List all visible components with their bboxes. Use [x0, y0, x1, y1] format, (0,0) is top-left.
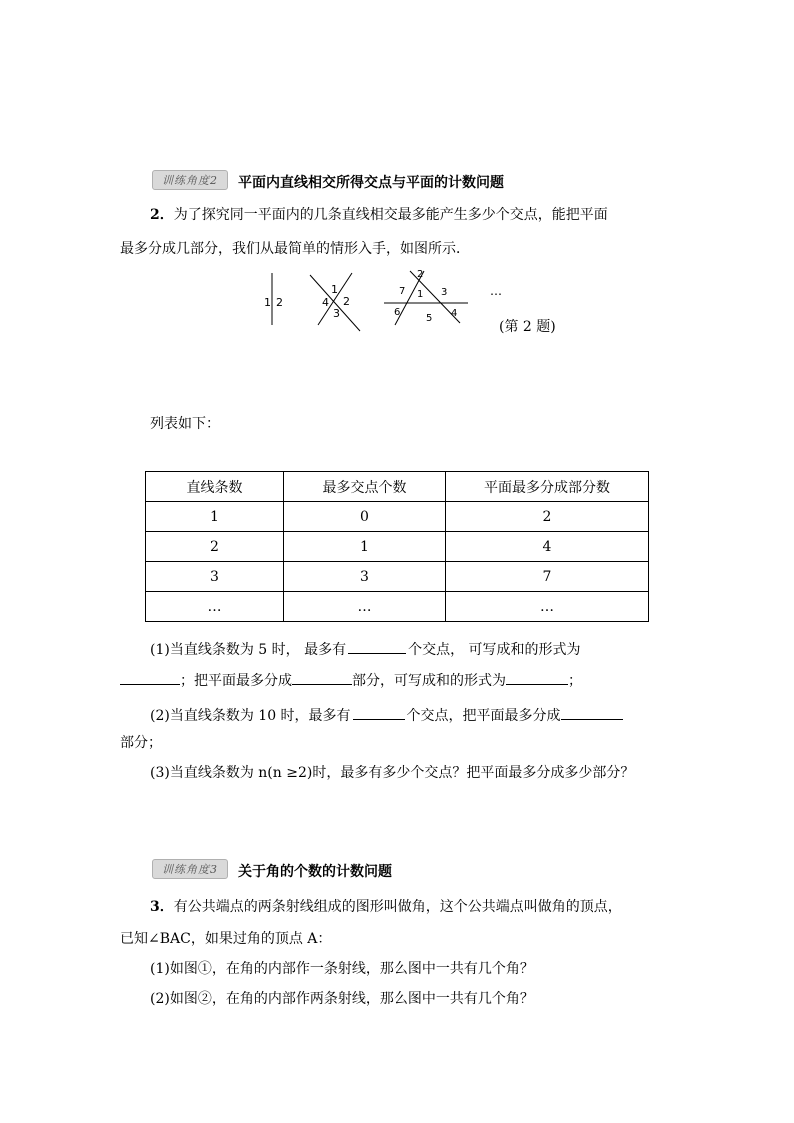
fig2-label: 3	[333, 307, 340, 320]
subquestion-text: ；把平面最多分成	[180, 673, 292, 689]
table-cell: 2	[446, 502, 649, 532]
fig2-label: 4	[322, 296, 329, 309]
answer-blank[interactable]	[561, 705, 623, 720]
fig2-label: 1	[331, 283, 338, 296]
subquestion-text: 部分，可写成和的形式为	[352, 673, 506, 689]
answer-blank[interactable]	[506, 670, 568, 685]
table-header: 直线条数	[146, 472, 284, 502]
subquestion-3: (3)当直线条数为 n(n ≥2)时，最多有多少个交点？把平面最多分成多少部分？	[150, 765, 635, 781]
fig3-label: 4	[451, 308, 458, 319]
table-cell: 1	[284, 532, 446, 562]
table-cell: …	[146, 592, 284, 622]
subquestion-1	[150, 639, 581, 659]
section-title: 平面内直线相交所得交点与平面的计数问题	[238, 175, 504, 191]
fig3-label: 3	[441, 287, 448, 298]
question-number: 3．	[150, 899, 174, 915]
fig3-label: 5	[426, 313, 433, 324]
fig2-label: 2	[343, 295, 350, 308]
subquestion-text: (1)当直线条数为 5 时， 最多有	[150, 642, 347, 658]
question-3-sub-2: (2)如图②，在角的内部作两条射线，那么图中一共有几个角？	[150, 991, 534, 1007]
subquestion-2	[150, 705, 623, 725]
table-row	[146, 502, 649, 532]
section-title: 关于角的个数的计数问题	[238, 864, 392, 880]
answer-blank[interactable]	[348, 639, 406, 654]
figure-caption: (第 2 题)	[499, 319, 556, 335]
table-cell: 1	[146, 502, 284, 532]
table-header-row	[146, 472, 649, 502]
table-row	[146, 562, 649, 592]
fig1-label: 1	[264, 296, 271, 309]
question-3-intro	[150, 898, 622, 916]
subquestion-text: 个交点，把平面最多分成	[406, 708, 561, 724]
table-cell: 0	[284, 502, 446, 532]
fig1-label: 2	[276, 296, 283, 309]
table-cell: …	[446, 592, 649, 622]
table-cell: 3	[146, 562, 284, 592]
answer-blank[interactable]	[353, 705, 405, 720]
subquestion-text: 个交点， 可写成和的形式为	[408, 642, 581, 658]
question-text: 有公共端点的两条射线组成的图形叫做角，这个公共端点叫做角的顶点，	[173, 899, 622, 915]
question-3-sub-1: (1)如图①，在角的内部作一条射线，那么图中一共有几个角？	[150, 961, 534, 977]
figure-ellipsis: …	[490, 284, 502, 298]
table-cell: 2	[146, 532, 284, 562]
subquestion-text: (2)当直线条数为 10 时，最多有	[150, 708, 351, 724]
table-cell: …	[284, 592, 446, 622]
table-cell: 7	[446, 562, 649, 592]
question-text: 为了探究同一平面内的几条直线相交最多能产生多少个交点，能把平面	[173, 207, 608, 223]
subquestion-1-line2	[120, 670, 582, 690]
question-3-intro-line2: 已知∠BAC，如果过角的顶点 A：	[120, 931, 332, 947]
table-intro: 列表如下：	[150, 416, 220, 432]
section-badge: 训练角度2	[152, 170, 228, 190]
question-number: 2．	[150, 207, 174, 223]
subquestion-text: ；	[568, 673, 582, 689]
fig3-label: 7	[399, 286, 406, 297]
table-header: 最多交点个数	[284, 472, 446, 502]
subquestion-2-line2: 部分；	[120, 735, 162, 751]
table-header: 平面最多分成部分数	[446, 472, 649, 502]
answer-blank[interactable]	[292, 670, 352, 685]
table-cell: 3	[284, 562, 446, 592]
lines-figure	[0, 265, 794, 355]
table-row	[146, 532, 649, 562]
fig3-label: 2	[417, 269, 424, 280]
answer-blank[interactable]	[120, 670, 180, 685]
fig3-label: 6	[394, 307, 401, 318]
table-row	[146, 592, 649, 622]
fig3-label: 1	[417, 289, 424, 300]
table-cell: 4	[446, 532, 649, 562]
section-badge: 训练角度3	[152, 859, 228, 879]
question-2-intro	[150, 206, 608, 224]
question-2-intro-line2: 最多分成几部分，我们从最简单的情形入手，如图所示．	[120, 241, 470, 257]
data-table	[145, 471, 649, 622]
